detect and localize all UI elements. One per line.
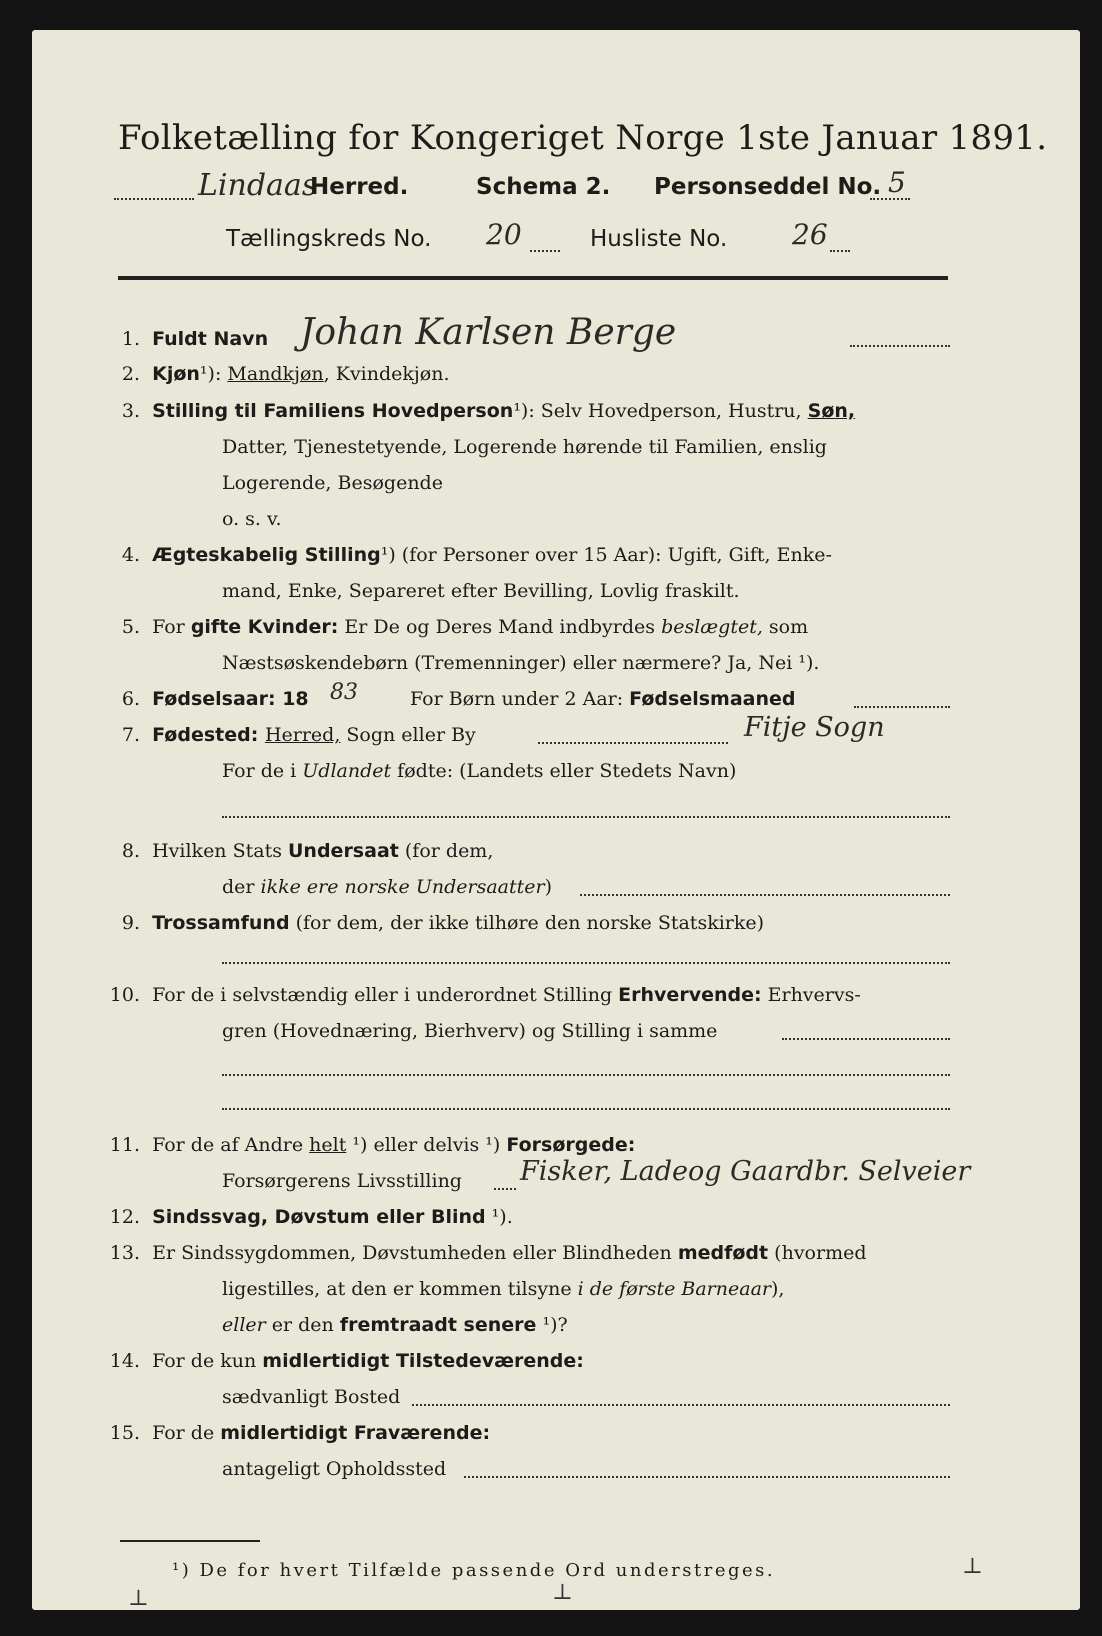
item-9: 9. Trossamfund (for dem, der ikke tilhøre den norske Statskirke)	[121, 912, 765, 934]
dotted-leader	[222, 816, 950, 818]
item-11-line2: Forsørgerens Livsstilling	[222, 1170, 462, 1192]
item-5: 5. For gifte Kvinder: Er De og Deres Mand indbyrdes beslægtet, som	[121, 616, 809, 638]
item-13: 13. Er Sindssygdommen, Døvstumheden eller Blindheden medfødt (hvormed	[109, 1242, 867, 1264]
item-1: 1. Fuldt Navn	[121, 328, 269, 350]
registration-mark: ⊥	[962, 1554, 983, 1579]
taellingskreds-label: Tællingskreds No.	[226, 226, 432, 252]
dotted-leader	[782, 1038, 950, 1040]
item-3-line2: Datter, Tjenestetyende, Logerende hørende til Familien, enslig	[222, 436, 827, 458]
personseddel-label: Personseddel No.	[654, 174, 882, 200]
registration-mark: ⊥	[128, 1586, 149, 1611]
item-3-line4: o. s. v.	[222, 508, 282, 530]
dotted-leader	[494, 1188, 516, 1190]
handwritten-herred: Lindaas	[198, 168, 318, 203]
item-7-line2: For de i Udlandet fødte: (Landets eller Stedets Navn)	[222, 760, 737, 782]
item-14: 14. For de kun midlertidigt Tilstedeværende:	[109, 1350, 584, 1372]
item-6: 6. Fødselsaar: 18	[121, 688, 309, 710]
husliste-label: Husliste No.	[590, 226, 728, 252]
item-4-line2: mand, Enke, Separeret efter Bevilling, Lovlig fraskilt.	[222, 580, 740, 602]
dotted-leader	[854, 706, 950, 708]
item-2: 2. Kjøn¹): Mandkjøn, Kvindekjøn.	[121, 363, 450, 385]
item-15-line2: antageligt Opholdssted	[222, 1458, 447, 1480]
dotted-leader	[530, 250, 560, 252]
dotted-leader	[870, 198, 910, 200]
footnote: ¹) De for hvert Tilfælde passende Ord understreges.	[172, 1560, 776, 1581]
item-7: 7. Fødested: Herred, Sogn eller By	[121, 724, 476, 746]
item-11: 11. For de af Andre helt ¹) eller delvis ¹) Forsørgede:	[109, 1134, 636, 1156]
schema-label: Schema 2.	[476, 174, 611, 200]
dotted-leader	[114, 198, 194, 200]
herred-label: Herred.	[310, 174, 409, 200]
footnote-divider	[120, 1540, 260, 1542]
item-3-line3: Logerende, Besøgende	[222, 472, 443, 494]
handwritten-personseddel-no: 5	[888, 166, 906, 199]
item-13-line2: ligestilles, at den er kommen tilsyne i de første Barneaar),	[222, 1278, 785, 1300]
dotted-leader	[538, 742, 728, 744]
handwritten-birthplace: Fitje Sogn	[744, 712, 885, 743]
handwritten-birth-year: 83	[330, 680, 358, 705]
dotted-leader	[412, 1404, 950, 1406]
item-12: 12. Sindssvag, Døvstum eller Blind ¹).	[109, 1206, 513, 1228]
registration-mark: ⊥	[552, 1580, 573, 1605]
handwritten-name: Johan Karlsen Berge	[300, 312, 677, 353]
dotted-leader	[222, 1074, 950, 1076]
dotted-leader	[222, 1108, 950, 1110]
item-4: 4. Ægteskabelig Stilling¹) (for Personer over 15 Aar): Ugift, Gift, Enke-	[121, 544, 832, 566]
item-13-line3: eller er den fremtraadt senere ¹)?	[222, 1314, 568, 1336]
header-divider	[118, 276, 948, 280]
item-3: 3. Stilling til Familiens Hovedperson¹): Selv Hovedperson, Hustru, Søn,	[121, 400, 856, 422]
handwritten-provider-occupation: Fisker, Ladeog Gaardbr. Selveier	[520, 1156, 971, 1187]
census-form	[32, 30, 1080, 1610]
item-10-line2: gren (Hovednæring, Bierhverv) og Stilling i samme	[222, 1020, 718, 1042]
dotted-leader	[222, 962, 950, 964]
dotted-leader	[580, 894, 950, 896]
item-14-line2: sædvanligt Bosted	[222, 1386, 401, 1408]
item-10: 10. For de i selvstændig eller i underordnet Stilling Erhvervende: Erhvervs-	[109, 984, 861, 1006]
form-title: Folketælling for Kongeriget Norge 1ste Januar 1891.	[118, 118, 1048, 158]
item-5-line2: Næstsøskendebørn (Tremenninger) eller nærmere? Ja, Nei ¹).	[222, 652, 820, 674]
item-15: 15. For de midlertidigt Fraværende:	[109, 1422, 491, 1444]
handwritten-taellingskreds-no: 20	[486, 218, 522, 251]
item-8: 8. Hvilken Stats Undersaat (for dem,	[121, 840, 494, 862]
dotted-leader	[464, 1476, 950, 1478]
handwritten-husliste-no: 26	[792, 218, 828, 251]
dotted-leader	[830, 250, 850, 252]
item-8-line2: der ikke ere norske Undersaatter)	[222, 876, 552, 898]
dotted-leader	[850, 345, 950, 347]
item-6-rest: For Børn under 2 Aar: Fødselsmaaned	[410, 688, 796, 710]
